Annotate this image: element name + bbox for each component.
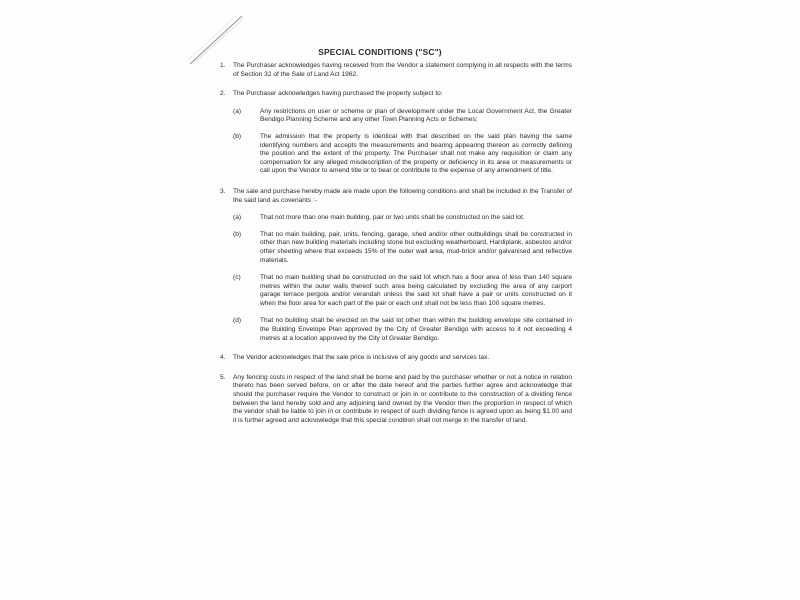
condition-text: The sale and purchase hereby made are made upon the following conditions and shall be included in the Transfer of the said land as covenants :- — [233, 187, 572, 204]
subcondition-text: That not more than one main building, pair or two units shall be constructed on the said lot. — [260, 214, 525, 222]
subcondition-text: The admission that the property is identical with that described on the said plan having the same identifying numbers and accepts the measurements and bearing appearing thereon as correctly defining the position and the extent of the property. The Purchaser shall not make any requisition or claim any compensation for any alleged misdescription of the property or deficiency in its area or measurements or call upon the Vendor to amend title or to bear or contribute to the expense of any amendment of title. — [260, 132, 572, 175]
subcondition-letter: (b) — [233, 230, 242, 238]
conditions-list — [220, 62, 572, 425]
condition-number: 4. — [220, 354, 226, 362]
condition-number: 2. — [220, 90, 226, 98]
subcondition-text: Any restrictions on user or scheme or plan of development under the Local Government Act, the Greater Bendigo Planning Scheme and any other Town Planning Acts or Schemes; — [260, 107, 572, 124]
condition-text: The Purchaser acknowledges having purchased the property subject to: — [233, 90, 443, 98]
condition-4 — [220, 354, 572, 363]
condition-1 — [220, 62, 572, 79]
subcondition-text: That no building shall be erected on the said lot other than within the building envelope site contained in the Building Envelope Plan approved by the City of Greater Bendigo with access to it not exceeding 4 metres at a location approved by the City of Greater Bendigo. — [260, 317, 572, 342]
subcondition-letter: (d) — [233, 317, 242, 325]
subcondition-letter: (a) — [233, 214, 242, 222]
scan-pen-mark-icon — [186, 12, 246, 66]
condition-2a — [220, 108, 572, 125]
condition-5 — [220, 374, 572, 426]
condition-text: The Purchaser acknowledges having received from the Vendor a statement complying in all respects with the terms of Section 32 of the Sale of Land Act 1962. — [233, 62, 572, 78]
condition-3a — [220, 214, 572, 223]
condition-3c — [220, 274, 572, 308]
condition-2 — [220, 90, 572, 99]
condition-2b — [220, 133, 572, 176]
subcondition-letter: (a) — [233, 107, 242, 115]
document-title: SPECIAL CONDITIONS ("SC") — [318, 47, 442, 57]
condition-3b — [220, 231, 572, 265]
condition-number: 3. — [220, 187, 226, 195]
subcondition-text: That no main building shall be constructed on the said lot which has a floor area of less than 140 square metres within the outer walls thereof such area being calculated by excluding the area of any carport garage terrace pergola and/or verandah unless the said lot shall have a pair or units constructed on it when the floor area for each part of the pair or each unit shall not be less than 100 square metres. — [260, 274, 572, 307]
condition-number: 1. — [220, 62, 226, 69]
condition-text: Any fencing costs in respect of the land shall be borne and paid by the purchaser whether or not a notice in relation thereto has been served before, on or after the date hereof and the parties further agree and acknowledge that should the purchaser require the Vendor to construct or join in or contribute to the construction of a dividing fence between the land hereby sold and any adjoining land owned by the Vendor then the proportion in respect of which the vendor shall be liable to join in or contribute in respect of such dividing fence is agreed upon as being $1.00 and it is further agreed and acknowledge that this special condition shall not merge in the transfer of land. — [233, 373, 572, 424]
condition-text: The Vendor acknowledges that the sale price is inclusive of any goods and services tax. — [233, 354, 490, 362]
condition-3d — [220, 317, 572, 343]
condition-number: 5. — [220, 373, 226, 381]
condition-3 — [220, 188, 572, 205]
subcondition-letter: (b) — [233, 132, 242, 140]
subcondition-letter: (c) — [233, 274, 241, 282]
subcondition-text: That no main building, pair, units, fencing, garage, shed and/or other outbuildings shall be constructed in other than new building materials including stone but excluding weatherboard, Hardiplank, asbestos and/or other sheeting where that exceeds 15% of the outer wall area, mud-brick and/or galvanised and reflective materials. — [260, 230, 572, 264]
